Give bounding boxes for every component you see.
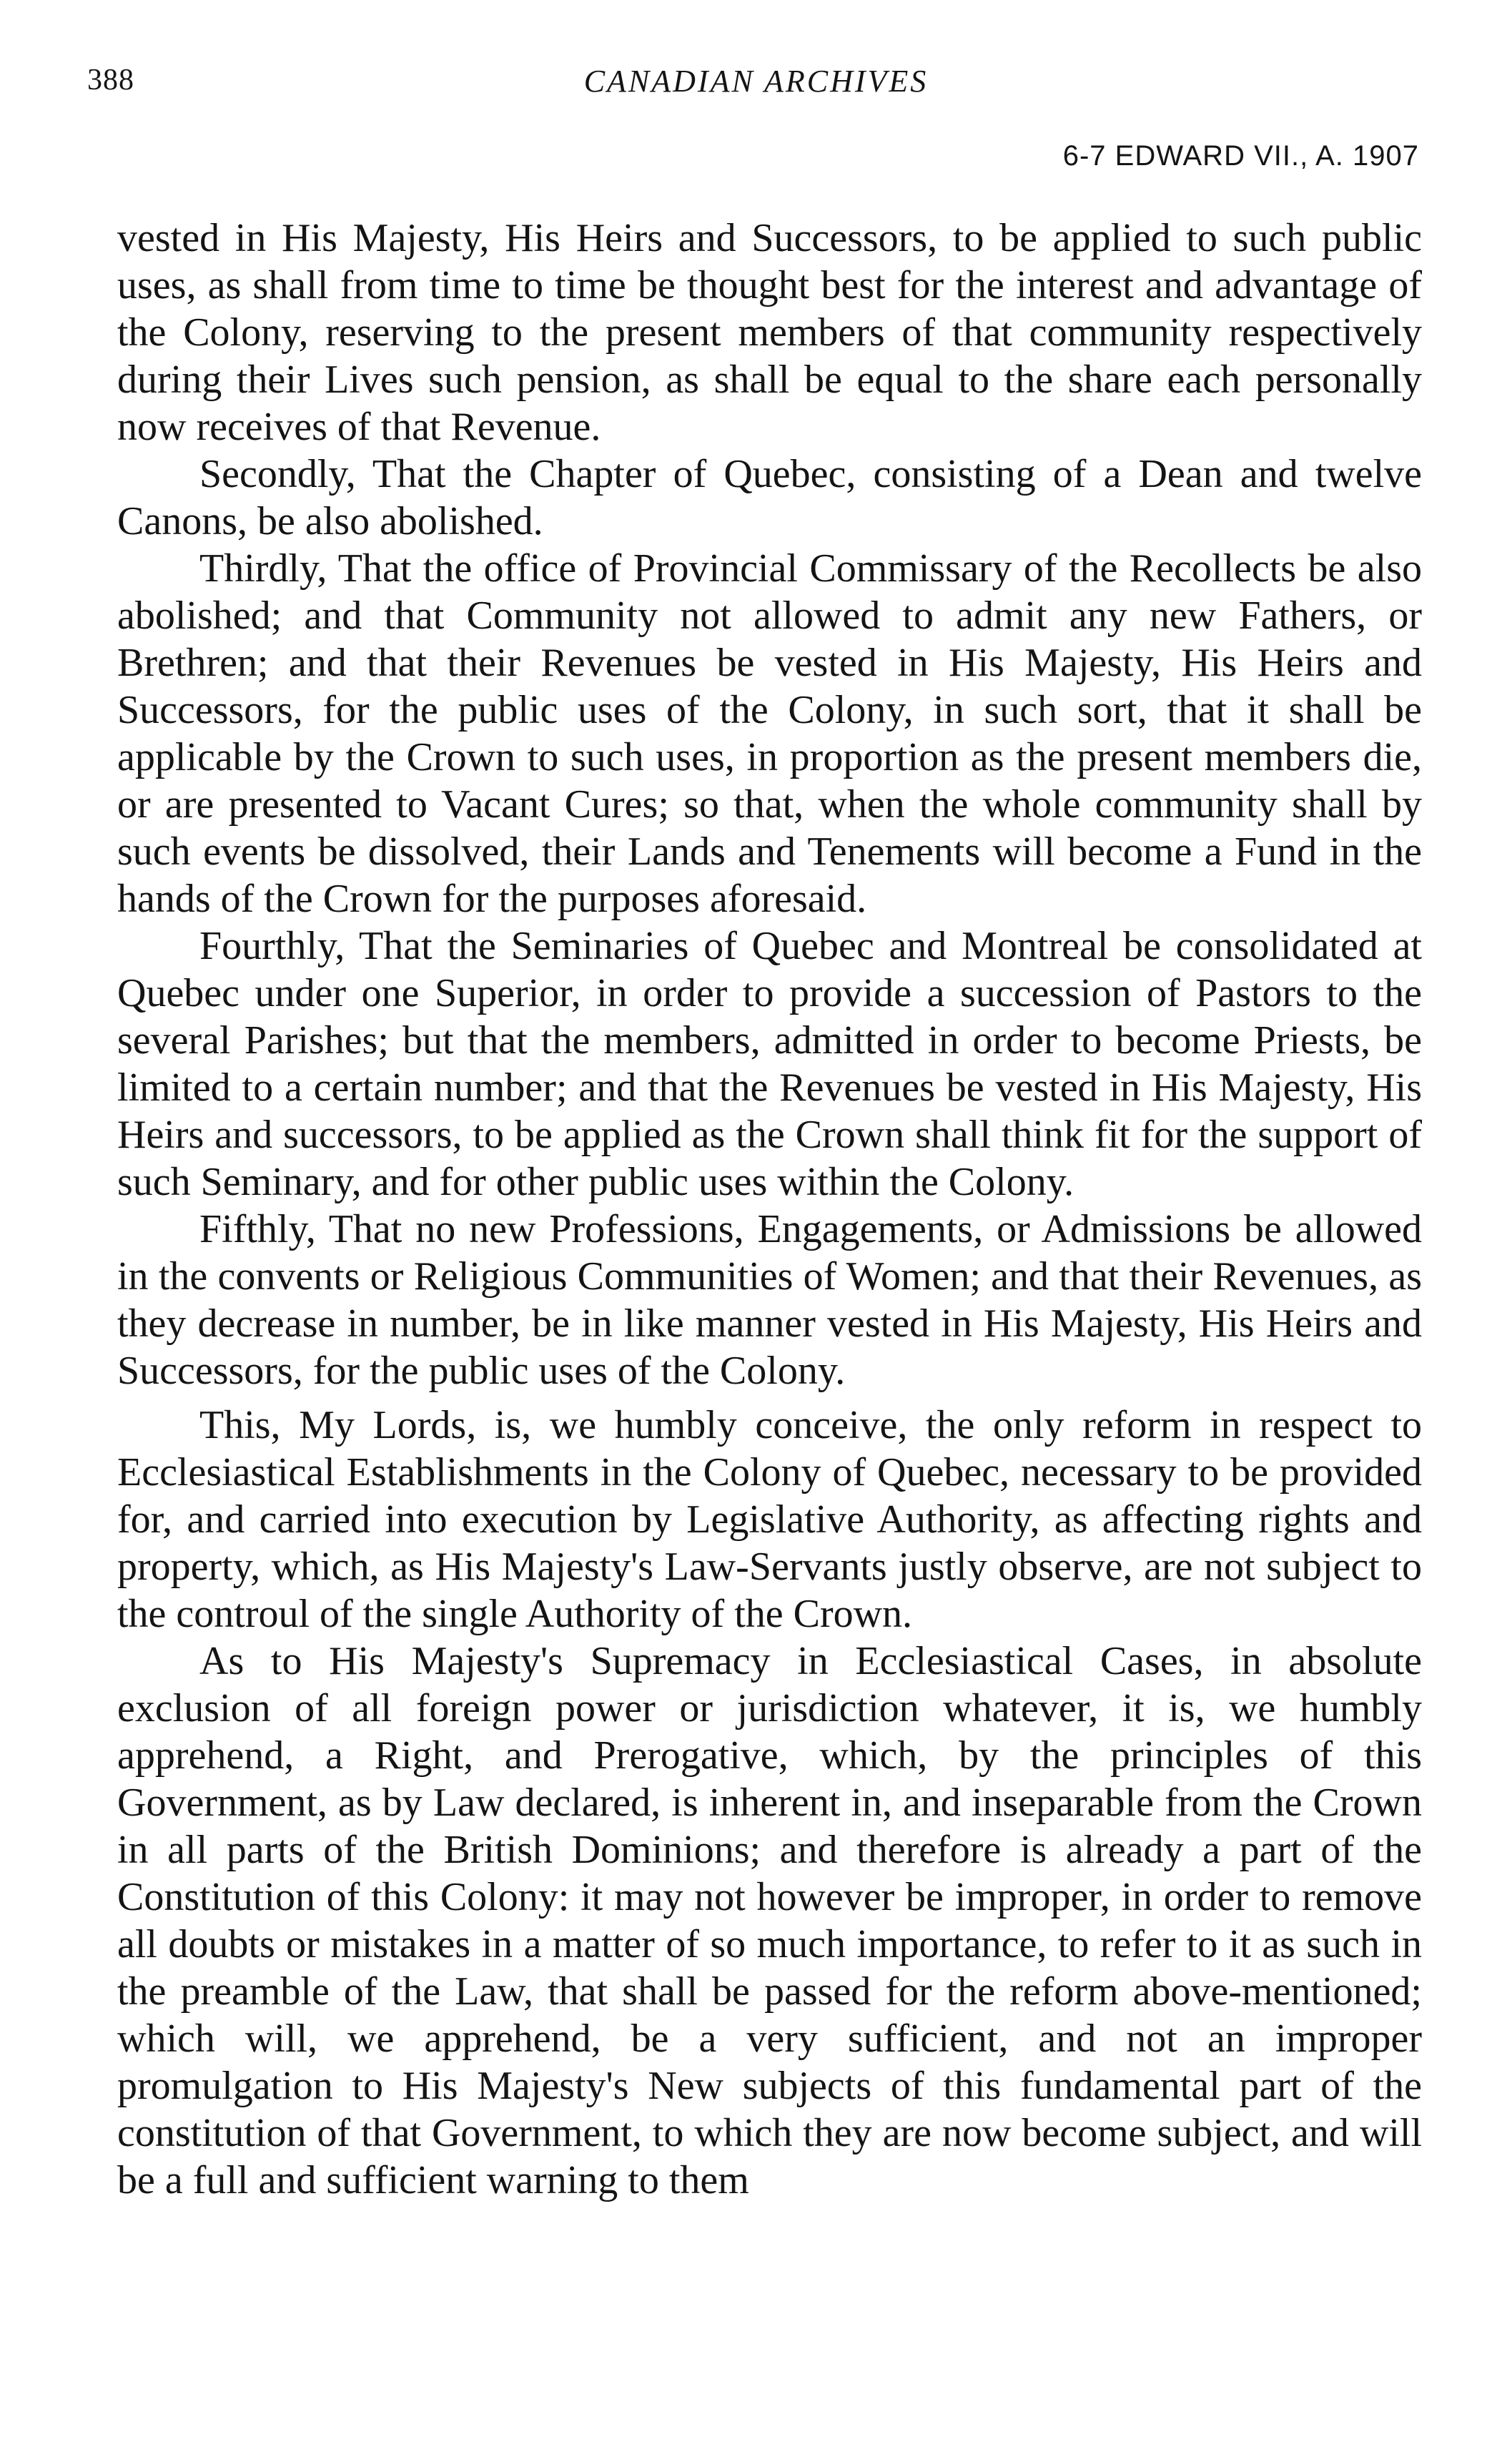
paragraph-continued: vested in His Majesty, His Heirs and Successors, to be applied to such public uses, as shall from time to time be thought best for the interest and advantage of the Colony, reserving to the present members of that community respectively during their Lives such pension, as shall be equal to the share each personally now receives of that Revenue. bbox=[117, 216, 1422, 449]
body-text bbox=[117, 215, 1422, 2204]
page-number: 388 bbox=[87, 64, 134, 97]
paragraph-fifthly: Fifthly, That no new Professions, Engagements, or Admissions be allowed in the convents or Religious Communities of Women; and that their Revenues, as they decrease in number, be in like manner vested in His Majesty, His Heirs and Successors, for the public uses of the Colony. bbox=[117, 1207, 1422, 1393]
running-title: CANADIAN ARCHIVES bbox=[583, 64, 929, 99]
paragraph-secondly: Secondly, That the Chapter of Quebec, consisting of a Dean and twelve Canons, be also abolished. bbox=[117, 452, 1422, 543]
paragraph-reform: This, My Lords, is, we humbly conceive, the only reform in respect to Ecclesiastical Establishments in the Colony of Quebec, necessary to be provided for, and carried into execution by Legislative Authority, as affecting rights and property, which, as His Majesty's Law-Servants justly observe, are not subject to the controul of the single Authority of the Crown. bbox=[117, 1403, 1422, 1636]
session-reference: 6-7 EDWARD VII., A. 1907 bbox=[1062, 140, 1419, 172]
paragraph-fourthly: Fourthly, That the Seminaries of Quebec and Montreal be consolidated at Quebec under one Superior, in order to provide a succession of Pastors to the several Parishes; but that the members, admitted in order to become Priests, be limited to a certain number; and that the Revenues be vested in His Majesty, His Heirs and successors, to be applied as the Crown shall think fit for the support of such Seminary, and for other public uses within the Colony. bbox=[117, 924, 1422, 1204]
paragraph-supremacy: As to His Majesty's Supremacy in Ecclesiastical Cases, in absolute exclusion of all foreign power or jurisdiction whatever, it is, we humbly apprehend, a Right, and Prerogative, which, by the principles of this Government, as by Law declared, is inherent in, and inseparable from the Crown in all parts of the British Dominions; and therefore is already a part of the Constitution of this Colony: it may not however be improper, in order to remove all doubts or mistakes in a matter of so much importance, to refer to it as such in the preamble of the Law, that shall be passed for the reform above-mentioned; which will, we apprehend, be a very sufficient, and not an improper promulgation to His Majesty's New subjects of this fundamental part of the constitution of that Government, to which they are now become subject, and will be a full and sufficient warning to them bbox=[117, 1639, 1422, 2202]
paragraph-thirdly: Thirdly, That the office of Provincial Commissary of the Recollects be also abolished; and that Community not allowed to admit any new Fathers, or Brethren; and that their Revenues be vested in His Majesty, His Heirs and Successors, for the public uses of the Colony, in such sort, that it shall be applicable by the Crown to such uses, in proportion as the present members die, or are presented to Vacant Cures; so that, when the whole community shall by such events be dissolved, their Lands and Tenements will become a Fund in the hands of the Crown for the purposes aforesaid. bbox=[117, 546, 1422, 921]
